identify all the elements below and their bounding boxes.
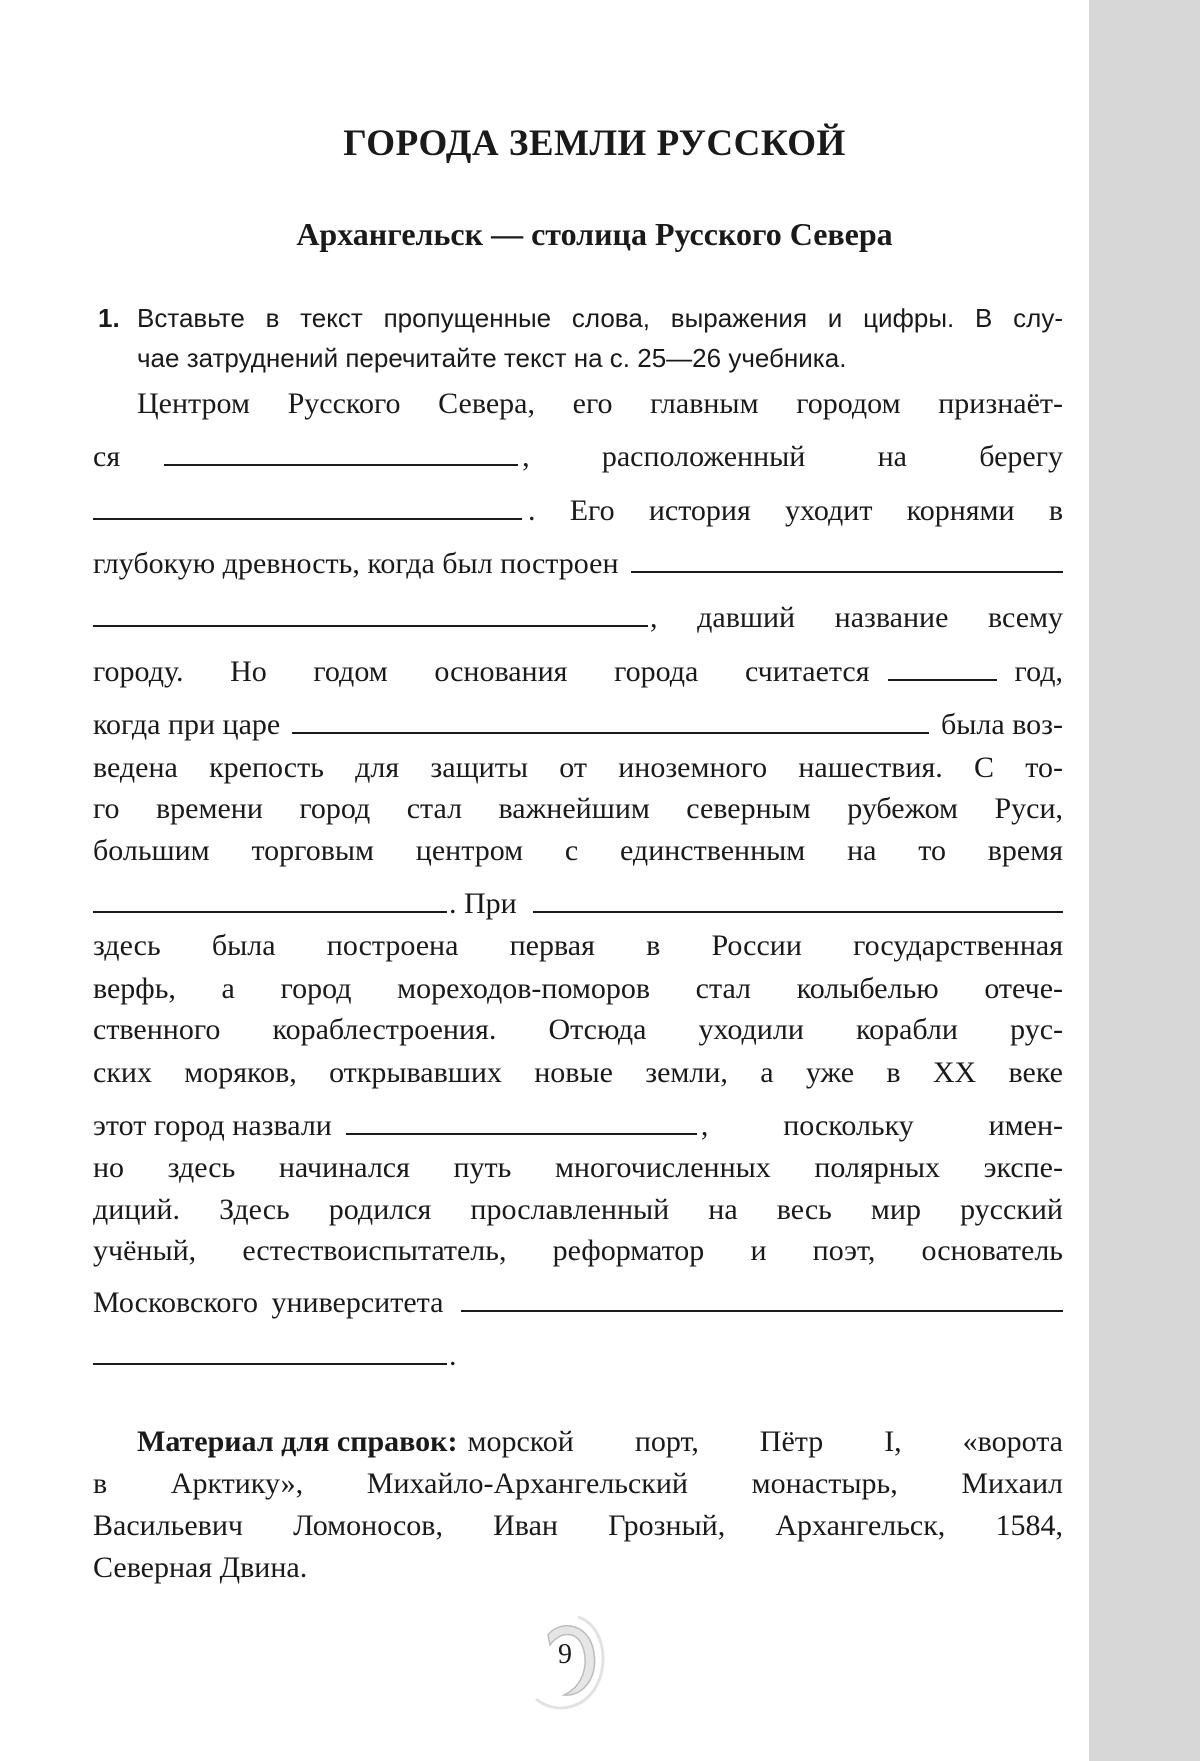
text-line [93,1465,1063,1503]
text: . Его история уходит корнями в [528,494,1063,527]
answer-blank[interactable] [631,571,1064,573]
text-line [93,1232,1063,1270]
text: учёный, естествоиспытатель, реформатор и поэт, основатель [93,1234,1063,1267]
text: Центром Русского Севера, его главным городом признаёт- [137,387,1063,420]
task-line: чае затруднений перечитайте текст на с. 25—26 учебника. [137,343,847,373]
text-line [93,438,1063,476]
text-line [93,653,1063,691]
text-line [93,545,1063,583]
answer-blank[interactable] [346,1133,697,1135]
text-line [93,885,1063,923]
answer-blank[interactable] [888,679,997,681]
text: ведена крепость для защиты от иноземного нашествия. С то- [93,751,1063,784]
reference-label: Материал для справок: [137,1425,458,1458]
answer-blank[interactable] [533,911,1063,913]
text: Северная Двина. [93,1551,308,1584]
text: диций. Здесь родился прославленный на весь мир русский [93,1193,1063,1226]
text-line [93,1149,1063,1187]
text-line [93,1549,1063,1587]
answer-blank[interactable] [93,518,522,520]
text-line [93,492,1063,530]
text-line [93,1191,1063,1229]
text-line [93,706,1063,744]
answer-blank[interactable] [93,1363,447,1365]
page-margin-strip [1089,0,1200,1761]
text-line [93,832,1063,870]
text: , поскольку имен- [700,1109,1063,1142]
text: Васильевич Ломоносов, Иван Грозный, Архангельск, 1584, [93,1509,1063,1542]
text-line [93,1107,1063,1145]
answer-blank[interactable] [93,911,447,913]
chapter-title: ГОРОДА ЗЕМЛИ РУССКОЙ [343,123,846,164]
text: глубокую древность, когда был построен [93,547,619,580]
text-line [93,599,1063,637]
text-line [93,927,1063,965]
text-line [93,790,1063,828]
text-line [93,1054,1063,1092]
text-line [93,1507,1063,1545]
text: городу. Но годом основания города считается [93,655,870,688]
text: когда при царе [93,708,281,741]
text: . [449,1339,457,1372]
text: год, [1014,655,1063,688]
text: верфь, а город мореходов-поморов стал колыбелью отече- [93,972,1063,1005]
text-line [93,1284,1063,1322]
text: , давший название всему [650,601,1063,634]
text-line [93,1337,1063,1375]
answer-blank[interactable] [164,464,518,466]
text: большим торговым центром с единственным на то время [93,834,1063,867]
text: была воз- [940,708,1063,741]
task-number: 1. [98,303,120,333]
task-1-instructions [98,298,1063,378]
section-title: Архангельск — столица Русского Севера [296,216,893,252]
text-line [93,749,1063,787]
text: морской порт, Пётр I, «ворота [467,1425,1063,1458]
page-number-badge [520,1605,620,1715]
text: но здесь начинался путь многочисленных полярных экспе- [93,1151,1063,1184]
text: Московского университета [93,1286,444,1319]
text: . При [449,887,517,920]
text: ся [93,440,121,473]
text: , расположенный на берегу [522,440,1063,473]
text-line [93,1423,1063,1461]
answer-blank[interactable] [292,732,929,734]
text: в Арктику», Михайло-Архангельский монастырь, Михаил [93,1467,1063,1500]
page-number: 9 [558,1639,572,1670]
text: ственного кораблестроения. Отсюда уходили корабли рус- [93,1013,1063,1046]
text-line [93,1011,1063,1049]
text-line [93,970,1063,1008]
task-line: Вставьте в текст пропущенные слова, выражения и цифры. В слу- [137,303,1063,333]
text: ских моряков, открывавших новые земли, а уже в XX веке [93,1056,1063,1089]
text: здесь была построена первая в России государственная [93,929,1063,962]
answer-blank[interactable] [461,1310,1063,1312]
text: го времени город стал важнейшим северным рубежом Руси, [93,792,1063,825]
answer-blank[interactable] [93,625,648,627]
text: этот город назвали [93,1109,332,1142]
text-line [93,385,1063,423]
